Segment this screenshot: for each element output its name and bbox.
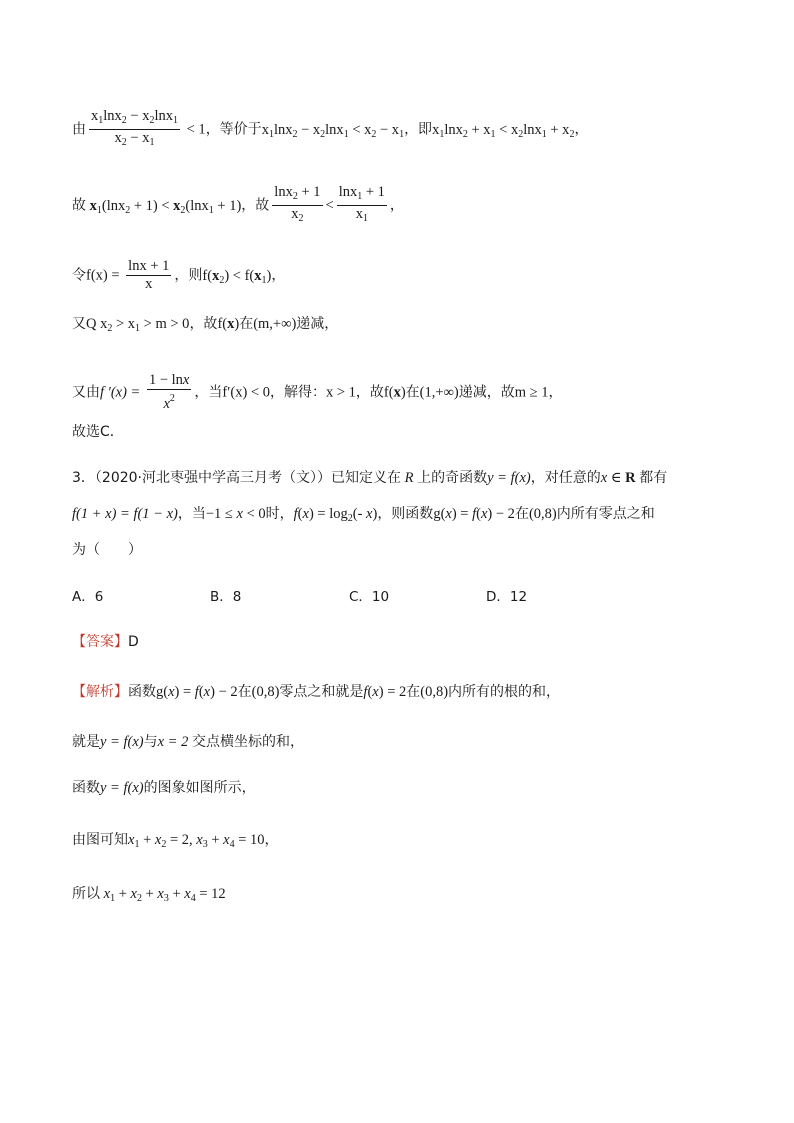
- text-ling: 令: [72, 267, 86, 284]
- text-ji: ，即: [404, 121, 433, 138]
- math: $f(x) = \log_2(-$ x): [293, 506, 378, 524]
- problem-text: ，对任意的: [530, 470, 601, 486]
- problem-text: 在: [514, 506, 529, 522]
- math: < 1: [183, 121, 206, 138]
- analysis-line-3: [72, 778, 256, 798]
- fraction-1: $\frac{x_1\ln x_2 - x_2\ln x_1}{x_2 - x_1}$: [91, 108, 178, 148]
- math: $x_1 + x_2 + x_3 + x_4 = 12$: [103, 886, 226, 904]
- math: g(x) = f(x) − 2: [433, 506, 515, 522]
- fraction-2: $\frac{\ln x_2 + 1}{x_2}$: [274, 184, 321, 224]
- analysis-text: 内所有的根的和，: [448, 684, 561, 700]
- text-you: 由: [72, 121, 86, 138]
- text-dj: 递减，: [296, 316, 339, 332]
- math: m ≥ 1: [514, 384, 549, 401]
- problem-text: 都有: [639, 470, 668, 486]
- analysis-text: 由图可知: [72, 832, 128, 848]
- math: −1 ≤ x < 0: [205, 506, 266, 522]
- analysis-text: 在: [406, 684, 421, 700]
- math: f(x) = 2: [363, 684, 407, 700]
- text-end: ，: [271, 267, 286, 284]
- analysis-line-5: [72, 884, 226, 909]
- solution-line-2: [72, 184, 404, 227]
- problem-text: ，则函数: [377, 506, 434, 522]
- text-dj: 递减，故: [458, 384, 515, 401]
- problem-line-3: 为（ ）: [72, 542, 142, 558]
- problem-text: 内所有零点之和: [556, 506, 655, 522]
- math: Q $x_2 > x_1 > m > 0$: [86, 316, 190, 334]
- text-dang: ，当: [194, 384, 223, 401]
- analysis-text: ，: [264, 832, 279, 848]
- problem-line-1: [72, 468, 667, 488]
- math: f(x): [383, 384, 406, 401]
- text-gu2: ，故: [241, 197, 270, 214]
- text-end: ，: [574, 121, 589, 138]
- fraction-4: $\frac{\ln x + 1}{x}$: [128, 258, 170, 292]
- problem-text: ，当: [177, 506, 206, 522]
- math: $x_1\ln x_2 + x_1 < x_2\ln x_1 + x_2$: [432, 121, 575, 140]
- fraction-3: $\frac{\ln x_1 + 1}{x_1}$: [338, 184, 385, 224]
- answer-tag: 【答案】: [72, 634, 128, 650]
- problem-text: 上的奇函数: [417, 470, 488, 486]
- analysis-tag: 【解析】: [72, 684, 128, 700]
- solution-line-1: [72, 108, 588, 151]
- text-gu: 故: [72, 197, 86, 214]
- problem-text: 时，: [265, 506, 294, 522]
- math: f′(x) < 0: [222, 384, 270, 401]
- text-gu: ，故: [355, 384, 384, 401]
- option-d: D．12: [486, 589, 528, 605]
- problem-number: 3．: [72, 470, 95, 486]
- analysis-text: 函数: [128, 684, 156, 700]
- math: x ∈ R: [600, 470, 636, 486]
- math: $f(x_2) < f(x_1)$: [202, 267, 272, 286]
- math: f(1 + x) = f(1 − x): [72, 506, 178, 522]
- fraction-5: $\frac{1 - \ln x}{x^2}$: [148, 372, 190, 412]
- analysis-text: 的图象如图所示，: [143, 780, 256, 796]
- math: $x_1\ln x_2 - x_2\ln x_1 < x_2 - x_1$: [261, 121, 405, 140]
- math: f(x) =: [86, 267, 124, 284]
- text-gu: ，故: [189, 316, 218, 332]
- math: $x_1(\ln x_2 + 1) < x_2(\ln x_1 + 1)$: [89, 197, 242, 216]
- math: (m,+∞): [253, 316, 297, 332]
- math: (0,8): [528, 506, 557, 522]
- math: R: [401, 470, 418, 486]
- math: f ′(x) =: [100, 384, 144, 401]
- math: (1,+∞): [419, 384, 459, 401]
- math: y = f(x): [487, 470, 531, 486]
- math: y = f(x): [100, 734, 144, 750]
- analysis-line-2: [72, 732, 304, 752]
- solution-line-3: [72, 258, 285, 293]
- problem-text: 已知定义在: [331, 470, 402, 486]
- math: (0,8): [251, 684, 280, 700]
- math: $x_1 + x_2 = 2$, $x_3 + x_4 = 10$: [128, 832, 265, 850]
- analysis-text: 就是: [72, 734, 100, 750]
- problem-line-2: [72, 504, 655, 529]
- text-end: ，: [389, 197, 404, 214]
- analysis-text: 在: [237, 684, 252, 700]
- answer-value: D: [128, 634, 139, 650]
- math: y = f(x): [100, 780, 144, 796]
- answer-line: [72, 632, 139, 652]
- solution-line-4: [72, 314, 338, 339]
- option-a: A．6: [72, 589, 104, 605]
- text-jie: ，解得：: [269, 384, 326, 401]
- math: <: [325, 197, 334, 214]
- math: (0,8): [420, 684, 449, 700]
- analysis-text: 所以: [72, 886, 100, 902]
- text-dengjia: ，等价于: [205, 121, 262, 138]
- analysis-text: 与: [143, 734, 158, 750]
- text-you: 又: [72, 316, 86, 332]
- math: f(x): [217, 316, 240, 332]
- math: x > 1: [325, 384, 356, 401]
- analysis-text: 函数: [72, 780, 100, 796]
- analysis-line-1: [72, 682, 560, 702]
- math: g(x) = f(x) − 2: [156, 684, 238, 700]
- solution-line-5: [72, 372, 562, 413]
- problem-source: （2020·河北枣强中学高三月考（文））: [94, 470, 332, 486]
- text-ze: ，则: [174, 267, 203, 284]
- text-zai: 在: [239, 316, 254, 332]
- math: x = 2: [157, 734, 192, 750]
- analysis-line-4: [72, 830, 279, 855]
- analysis-text: 交点横坐标的和，: [191, 734, 304, 750]
- solution-conclusion: 故选C．: [72, 424, 124, 440]
- text-zai: 在: [405, 384, 420, 401]
- text-end: ，: [548, 384, 563, 401]
- option-c: C．10: [349, 589, 390, 605]
- analysis-text: 零点之和就是: [279, 684, 364, 700]
- options-row: [72, 587, 672, 607]
- option-b: B．8: [210, 589, 242, 605]
- text-you: 又由: [72, 384, 100, 401]
